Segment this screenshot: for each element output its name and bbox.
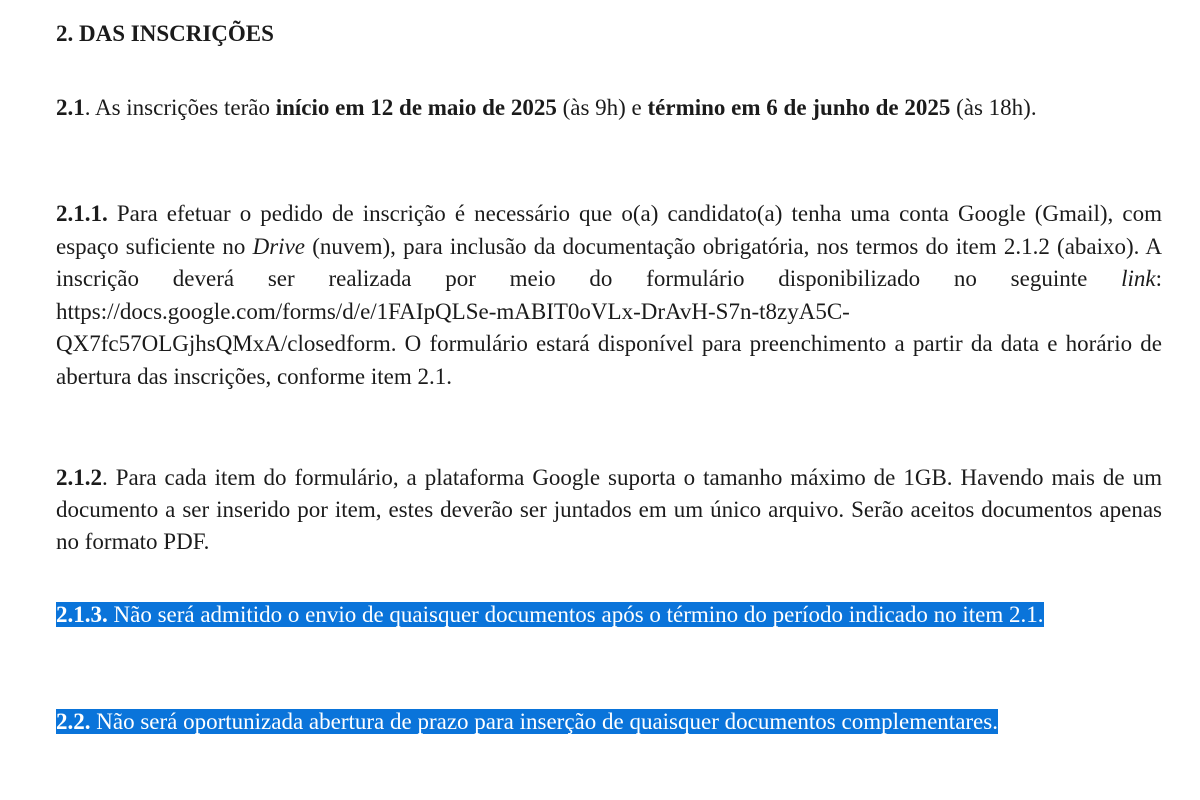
- paragraph-text: (nuvem), para inclusão da documentação obrigatória, nos termos do item 2.1.2 (abaixo). A inscrição deverá ser realizada por meio do formulário disponibilizado no seguinte: [56, 233, 1162, 291]
- selection-highlight[interactable]: [56, 709, 998, 734]
- paragraph-2-1[interactable]: [56, 92, 1162, 124]
- paragraph-2-1-1[interactable]: [56, 198, 1162, 393]
- italic-text: Drive: [252, 233, 305, 259]
- paragraph-text: . Para cada item do formulário, a plataforma Google suporta o tamanho máximo de 1GB. Havendo mais de um documento a ser inserido por item, estes deverão ser juntados em um único arquivo. Serão aceitos documentos apenas no formato PDF.: [56, 465, 1162, 554]
- item-number: 2.1.2: [56, 465, 102, 490]
- paragraph-text: . As inscrições terão: [84, 95, 276, 120]
- bold-text: término em 6 de junho de 2025: [647, 95, 951, 120]
- section-heading: 2. DAS INSCRIÇÕES: [56, 21, 274, 46]
- paragraph-2-1-2[interactable]: [56, 462, 1162, 558]
- selection-highlight[interactable]: [56, 602, 1044, 627]
- italic-text: link: [1121, 266, 1156, 291]
- item-number: 2.2.: [56, 709, 91, 734]
- paragraph-text: (às 18h).: [950, 95, 1037, 120]
- item-number: 2.1.3.: [56, 602, 108, 627]
- paragraph-text: (às 9h) e: [556, 95, 648, 120]
- paragraph-text: Não será admitido o envio de quaisquer documentos após o término do período indicado no item 2.1.: [107, 602, 1044, 627]
- item-number: 2.1: [56, 95, 85, 120]
- paragraph-text: Para efetuar o pedido de inscrição é necessário que o(a) candidato(a) tenha uma conta Google (Gmail), com espaço suficiente no: [56, 201, 1162, 259]
- paragraph-2-1-3-selected[interactable]: [56, 599, 1162, 631]
- paragraph-2-2-selected[interactable]: [56, 706, 1162, 738]
- bold-text: início em 12 de maio de 2025: [275, 95, 557, 120]
- paragraph-text: : https://docs.google.com/forms/d/e/1FAIpQLSe-mABIT0oVLx-DrAvH-S7n-t8zyA5C-QX7fc57OLGjhsQMxA/closedform. O formulário estará disponível para preenchimento a partir da data e horário de abertura das inscrições, conforme item 2.1.: [56, 266, 1162, 389]
- paragraph-text: Não será oportunizada abertura de prazo para inserção de quaisquer documentos complementares.: [90, 709, 998, 734]
- item-number: 2.1.1.: [56, 201, 108, 226]
